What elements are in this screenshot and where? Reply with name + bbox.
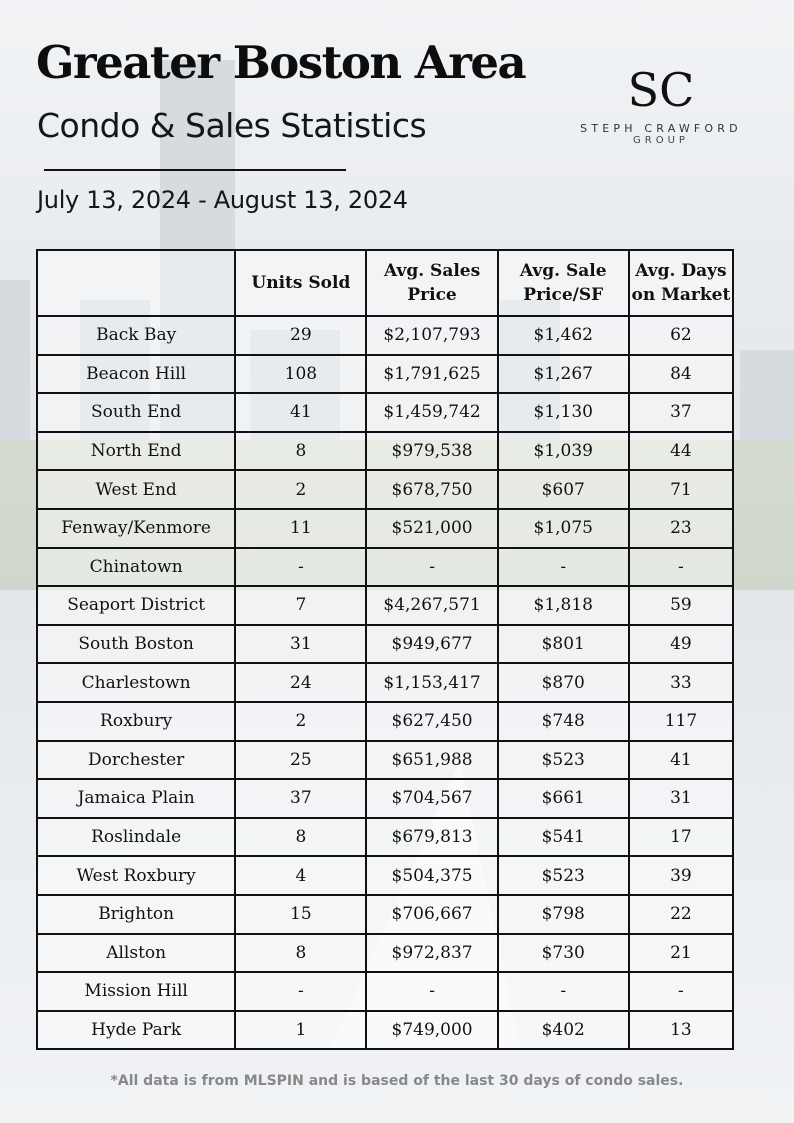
avg-days-on-market-cell: 41 [629, 741, 733, 780]
units-sold-cell: 29 [235, 316, 366, 355]
units-sold-cell: - [235, 972, 366, 1011]
units-sold-cell: 37 [235, 779, 366, 818]
units-sold-cell: 31 [235, 625, 366, 664]
avg-sales-price-cell: $972,837 [366, 934, 497, 973]
avg-price-per-sf-cell: $1,039 [498, 432, 629, 471]
avg-days-on-market-cell: 13 [629, 1011, 733, 1050]
neighborhood-cell: South Boston [37, 625, 235, 664]
neighborhood-cell: Allston [37, 934, 235, 973]
neighborhood-cell: West End [37, 470, 235, 509]
neighborhood-cell: Chinatown [37, 548, 235, 587]
avg-days-on-market-cell: - [629, 548, 733, 587]
neighborhood-cell: Roxbury [37, 702, 235, 741]
avg-sales-price-cell: $4,267,571 [366, 586, 497, 625]
avg-days-on-market-cell: 39 [629, 856, 733, 895]
avg-price-per-sf-cell: $798 [498, 895, 629, 934]
avg-sales-price-cell: $749,000 [366, 1011, 497, 1050]
avg-days-on-market-cell: 59 [629, 586, 733, 625]
neighborhood-cell: Beacon Hill [37, 355, 235, 394]
avg-days-on-market-cell: 21 [629, 934, 733, 973]
table-row [37, 934, 733, 973]
avg-sales-price-cell: $504,375 [366, 856, 497, 895]
avg-sales-price-cell: $1,791,625 [366, 355, 497, 394]
avg-sales-price-cell: $627,450 [366, 702, 497, 741]
title-divider [44, 169, 346, 171]
avg-sales-price-cell: $1,153,417 [366, 663, 497, 702]
avg-days-on-market-cell: 62 [629, 316, 733, 355]
condo-stats-table [36, 249, 734, 1050]
neighborhood-cell: Brighton [37, 895, 235, 934]
avg-sales-price-cell: $521,000 [366, 509, 497, 548]
header-units-sold: Units Sold [235, 250, 366, 316]
table-row [37, 586, 733, 625]
units-sold-cell: 2 [235, 702, 366, 741]
avg-days-on-market-cell: 117 [629, 702, 733, 741]
table-row [37, 470, 733, 509]
avg-price-per-sf-cell: $730 [498, 934, 629, 973]
units-sold-cell: 2 [235, 470, 366, 509]
neighborhood-cell: Seaport District [37, 586, 235, 625]
table-row [37, 895, 733, 934]
neighborhood-cell: Roslindale [37, 818, 235, 857]
avg-price-per-sf-cell: - [498, 548, 629, 587]
avg-sales-price-cell: $1,459,742 [366, 393, 497, 432]
table-row [37, 856, 733, 895]
avg-days-on-market-cell: 37 [629, 393, 733, 432]
neighborhood-cell: North End [37, 432, 235, 471]
units-sold-cell: 1 [235, 1011, 366, 1050]
neighborhood-cell: Jamaica Plain [37, 779, 235, 818]
avg-price-per-sf-cell: - [498, 972, 629, 1011]
data-source-footnote: *All data is from MLSPIN and is based of the last 30 days of condo sales. [110, 1073, 684, 1089]
avg-price-per-sf-cell: $801 [498, 625, 629, 664]
table-row [37, 663, 733, 702]
avg-days-on-market-cell: 22 [629, 895, 733, 934]
avg-price-per-sf-cell: $661 [498, 779, 629, 818]
table-row [37, 1011, 733, 1050]
table-row [37, 741, 733, 780]
avg-sales-price-cell: $704,567 [366, 779, 497, 818]
header-avg-price-per-sf: Avg. Sale Price/SF [498, 250, 629, 316]
table-row [37, 972, 733, 1011]
table-row [37, 509, 733, 548]
units-sold-cell: 8 [235, 934, 366, 973]
table-row [37, 818, 733, 857]
date-range: July 13, 2024 - August 13, 2024 [37, 186, 408, 214]
page-title: Greater Boston Area [36, 36, 526, 89]
table-row [37, 702, 733, 741]
neighborhood-cell: Dorchester [37, 741, 235, 780]
header-avg-sales-price: Avg. Sales Price [366, 250, 497, 316]
avg-sales-price-cell: $678,750 [366, 470, 497, 509]
neighborhood-cell: Back Bay [37, 316, 235, 355]
avg-sales-price-cell: $949,677 [366, 625, 497, 664]
header-avg-days-on-market: Avg. Days on Market [629, 250, 733, 316]
avg-days-on-market-cell: 71 [629, 470, 733, 509]
table-row [37, 779, 733, 818]
avg-sales-price-cell: $651,988 [366, 741, 497, 780]
neighborhood-cell: West Roxbury [37, 856, 235, 895]
units-sold-cell: 41 [235, 393, 366, 432]
units-sold-cell: 8 [235, 432, 366, 471]
avg-price-per-sf-cell: $1,267 [498, 355, 629, 394]
avg-price-per-sf-cell: $523 [498, 741, 629, 780]
units-sold-cell: 25 [235, 741, 366, 780]
logo-monogram: SC [627, 63, 695, 117]
table-row [37, 393, 733, 432]
units-sold-cell: 4 [235, 856, 366, 895]
avg-sales-price-cell: $2,107,793 [366, 316, 497, 355]
avg-sales-price-cell: - [366, 548, 497, 587]
avg-price-per-sf-cell: $748 [498, 702, 629, 741]
avg-price-per-sf-cell: $1,462 [498, 316, 629, 355]
avg-price-per-sf-cell: $402 [498, 1011, 629, 1050]
logo-brand-name: STEPH CRAWFORD [580, 122, 742, 135]
units-sold-cell: 7 [235, 586, 366, 625]
avg-price-per-sf-cell: $1,075 [498, 509, 629, 548]
avg-price-per-sf-cell: $1,818 [498, 586, 629, 625]
table-row [37, 316, 733, 355]
page-subtitle: Condo & Sales Statistics [37, 106, 427, 145]
neighborhood-cell: Fenway/Kenmore [37, 509, 235, 548]
avg-price-per-sf-cell: $870 [498, 663, 629, 702]
avg-days-on-market-cell: 49 [629, 625, 733, 664]
avg-sales-price-cell: $706,667 [366, 895, 497, 934]
avg-sales-price-cell: $679,813 [366, 818, 497, 857]
neighborhood-cell: Hyde Park [37, 1011, 235, 1050]
units-sold-cell: 8 [235, 818, 366, 857]
avg-sales-price-cell: $979,538 [366, 432, 497, 471]
avg-price-per-sf-cell: $607 [498, 470, 629, 509]
units-sold-cell: - [235, 548, 366, 587]
logo-group-label: GROUP [633, 135, 689, 146]
units-sold-cell: 108 [235, 355, 366, 394]
avg-days-on-market-cell: - [629, 972, 733, 1011]
avg-sales-price-cell: - [366, 972, 497, 1011]
table-row [37, 432, 733, 471]
neighborhood-cell: Charlestown [37, 663, 235, 702]
table-header-row [37, 250, 733, 316]
avg-price-per-sf-cell: $1,130 [498, 393, 629, 432]
table-row [37, 548, 733, 587]
units-sold-cell: 11 [235, 509, 366, 548]
avg-price-per-sf-cell: $523 [498, 856, 629, 895]
table-row [37, 625, 733, 664]
avg-days-on-market-cell: 23 [629, 509, 733, 548]
avg-days-on-market-cell: 84 [629, 355, 733, 394]
units-sold-cell: 24 [235, 663, 366, 702]
avg-days-on-market-cell: 17 [629, 818, 733, 857]
table-row [37, 355, 733, 394]
neighborhood-cell: South End [37, 393, 235, 432]
avg-days-on-market-cell: 33 [629, 663, 733, 702]
sc-monogram-icon [627, 62, 695, 117]
avg-days-on-market-cell: 31 [629, 779, 733, 818]
neighborhood-cell: Mission Hill [37, 972, 235, 1011]
avg-days-on-market-cell: 44 [629, 432, 733, 471]
avg-price-per-sf-cell: $541 [498, 818, 629, 857]
header-neighborhood [37, 250, 235, 316]
units-sold-cell: 15 [235, 895, 366, 934]
steph-crawford-logo [548, 62, 774, 152]
